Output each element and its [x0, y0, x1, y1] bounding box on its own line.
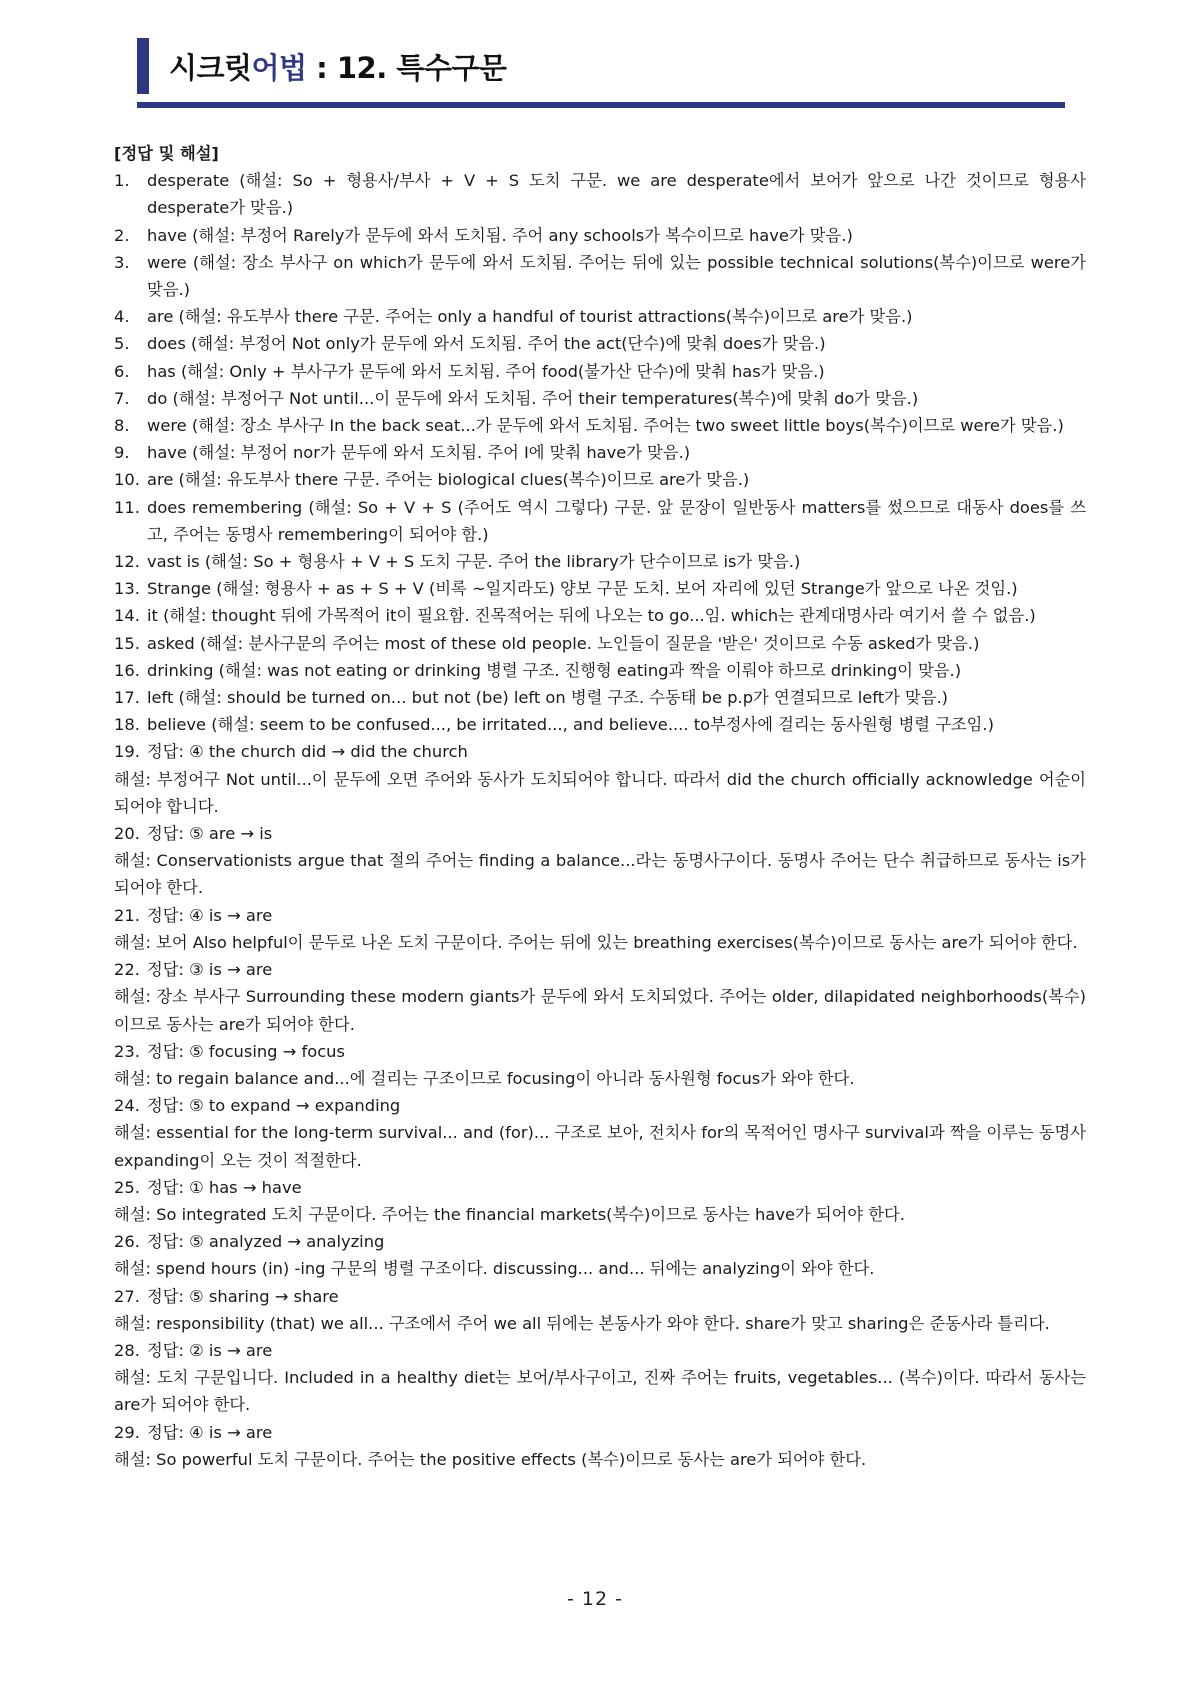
answer-item — [114, 167, 1086, 221]
item-number: 6. — [114, 361, 130, 381]
item-text: 정답: ⑤ sharing → share — [147, 1286, 339, 1306]
answer-item — [114, 902, 1086, 929]
answer-item — [114, 412, 1086, 439]
page-number: - 12 - — [567, 1588, 623, 1610]
page-title — [169, 46, 506, 87]
explanation-text: 해설: Conservationists argue that 절의 주어는 finding a balance...라는 동명사구이다. 동명사 주어는 단수 취급하므로 동사는 is가 되어야 한다. — [114, 851, 1086, 898]
item-number: 17. — [114, 688, 140, 708]
item-number: 23. — [114, 1041, 140, 1061]
item-number: 4. — [114, 307, 130, 327]
item-text: were (해설: 장소 부사구 In the back seat...가 문두에 와서 도치됨. 주어는 two sweet little boys(복수)이므로 were가 맞음.) — [147, 416, 1064, 436]
explanation-text: 해설: spend hours (in) -ing 구문의 병렬 구조이다. discussing... and... 뒤에는 analyzing이 와야 한다. — [114, 1259, 875, 1279]
item-text: desperate (해설: So + 형용사/부사 + V + S 도치 구문. we are desperate에서 보어가 앞으로 나간 것이므로 형용사 desperate가 맞음.) — [147, 171, 1086, 218]
explanation-paragraph — [114, 1201, 1086, 1228]
answer-item — [114, 1092, 1086, 1119]
item-number: 29. — [114, 1422, 140, 1442]
item-number: 21. — [114, 905, 140, 925]
item-text: 정답: ⑤ focusing → focus — [147, 1041, 345, 1061]
answer-item — [114, 1419, 1086, 1446]
item-text: believe (해설: seem to be confused..., be irritated..., and believe.... to부정사에 걸리는 동사원형 병렬 구조임.) — [147, 715, 994, 735]
item-number: 22. — [114, 960, 140, 980]
explanation-paragraph — [114, 1446, 1086, 1473]
item-number: 24. — [114, 1096, 140, 1116]
item-text: drinking (해설: was not eating or drinking 병렬 구조. 진행형 eating과 짝을 이뤄야 하므로 drinking이 맞음.) — [147, 660, 962, 680]
answer-item — [114, 630, 1086, 657]
section-title: [정답 및 해설] — [114, 144, 219, 163]
answer-item — [114, 466, 1086, 493]
explanation-paragraph — [114, 1119, 1086, 1173]
header-divider — [137, 102, 1065, 108]
item-number: 14. — [114, 606, 140, 626]
item-number: 19. — [114, 742, 140, 762]
item-text: 정답: ③ is → are — [147, 960, 273, 980]
item-text: 정답: ① has → have — [147, 1177, 302, 1197]
item-number: 7. — [114, 388, 130, 408]
explanation-text: 해설: 장소 부사구 Surrounding these modern giants가 문두에 와서 도치되었다. 주어는 older, dilapidated neighborhoods(복수)이므로 동사는 are가 되어야 한다. — [114, 987, 1086, 1034]
answer-item — [114, 303, 1086, 330]
answer-item — [114, 1337, 1086, 1364]
item-number: 28. — [114, 1340, 140, 1360]
item-text: 정답: ④ is → are — [147, 1422, 273, 1442]
item-number: 25. — [114, 1177, 140, 1197]
header-accent-bar — [137, 38, 149, 94]
item-text: were (해설: 장소 부사구 on which가 문두에 와서 도치됨. 주어는 뒤에 있는 possible technical solutions(복수)이므로 were가 맞음.) — [147, 252, 1086, 300]
title-brand: 시크릿 — [169, 51, 252, 85]
explanation-text: 해설: 도치 구문입니다. Included in a healthy diet는 보어/부사구이고, 진짜 주어는 fruits, vegetables... (복수)이다. 따라서 동사는 are가 되어야 한다. — [114, 1368, 1086, 1415]
item-text: 정답: ② is → are — [147, 1340, 273, 1360]
item-number: 1. — [114, 171, 130, 191]
item-number: 20. — [114, 824, 140, 844]
item-text: it (해설: thought 뒤에 가목적어 it이 필요함. 진목적어는 뒤에 나오는 to go...임. which는 관계대명사라 여기서 쓸 수 없음.) — [147, 606, 1036, 626]
answer-item — [114, 385, 1086, 412]
title-brand-accent: 어법 — [251, 51, 307, 85]
answer-item — [114, 956, 1086, 983]
item-number: 26. — [114, 1232, 140, 1252]
answer-item — [114, 548, 1086, 575]
explanation-text: 해설: So powerful 도치 구문이다. 주어는 the positive effects (복수)이므로 동사는 are가 되어야 한다. — [114, 1449, 867, 1469]
answer-item — [114, 602, 1086, 629]
answer-item — [114, 575, 1086, 602]
answer-item — [114, 684, 1086, 711]
explanation-text: 해설: 보어 Also helpful이 문두로 나온 도치 구문이다. 주어는 뒤에 있는 breathing exercises(복수)이므로 동사는 are가 되어야 한다. — [114, 932, 1078, 952]
explanation-paragraph — [114, 1310, 1086, 1337]
explanation-paragraph — [114, 1255, 1086, 1282]
answer-item — [114, 222, 1086, 249]
item-number: 10. — [114, 470, 140, 490]
item-text: have (해설: 부정어 nor가 문두에 와서 도치됨. 주어 I에 맞춰 have가 맞음.) — [147, 443, 691, 463]
explanation-paragraph — [114, 983, 1086, 1037]
item-text: are (해설: 유도부사 there 구문. 주어는 only a handful of tourist attractions(복수)이므로 are가 맞음.) — [147, 307, 913, 327]
item-text: asked (해설: 분사구문의 주어는 most of these old people. 노인들이 질문을 '받은' 것이므로 수동 asked가 맞음.) — [147, 633, 980, 653]
answer-item — [114, 358, 1086, 385]
item-text: have (해설: 부정어 Rarely가 문두에 와서 도치됨. 주어 any schools가 복수이므로 have가 맞음.) — [147, 225, 853, 245]
answer-item — [114, 738, 1086, 765]
answer-item — [114, 1283, 1086, 1310]
answer-item — [114, 249, 1086, 303]
answer-item — [114, 1174, 1086, 1201]
explanation-text: 해설: to regain balance and...에 걸리는 구조이므로 focusing이 아니라 동사원형 focus가 와야 한다. — [114, 1068, 855, 1088]
explanation-paragraph — [114, 1364, 1086, 1418]
item-number: 9. — [114, 443, 130, 463]
item-text: 정답: ④ is → are — [147, 905, 273, 925]
answer-item — [114, 1228, 1086, 1255]
item-number: 5. — [114, 334, 130, 354]
item-text: do (해설: 부정어구 Not until...이 문두에 와서 도치됨. 주어 their temperatures(복수)에 맞춰 do가 맞음.) — [147, 388, 919, 408]
answer-item — [114, 657, 1086, 684]
answer-item — [114, 820, 1086, 847]
explanation-paragraph — [114, 1065, 1086, 1092]
item-number: 13. — [114, 579, 140, 599]
explanation-text: 해설: responsibility (that) we all... 구조에서 주어 we all 뒤에는 본동사가 와야 한다. share가 맞고 sharing은 준동사라 틀리다. — [114, 1313, 1050, 1333]
item-number: 3. — [114, 252, 130, 272]
answer-item — [114, 439, 1086, 466]
page-header — [137, 38, 1065, 108]
explanation-paragraph — [114, 847, 1086, 901]
item-text: 정답: ⑤ to expand → expanding — [147, 1096, 401, 1116]
answer-item — [114, 1038, 1086, 1065]
title-chapter: : 12. 특수구문 — [306, 51, 507, 85]
item-text: left (해설: should be turned on... but not (be) left on 병렬 구조. 수동태 be p.p가 연결되므로 left가 맞음.) — [147, 688, 949, 708]
explanation-paragraph — [114, 766, 1086, 820]
explanation-text: 해설: essential for the long-term survival... and (for)... 구조로 보아, 전치사 for의 목적어인 명사구 survival과 짝을 이루는 동명사 expanding이 오는 것이 적절한다. — [114, 1123, 1086, 1170]
answer-item — [114, 711, 1086, 738]
explanation-paragraph — [114, 929, 1086, 956]
answer-item — [114, 330, 1086, 357]
item-text: does (해설: 부정어 Not only가 문두에 와서 도치됨. 주어 the act(단수)에 맞춰 does가 맞음.) — [147, 334, 826, 354]
item-text: 정답: ⑤ analyzed → analyzing — [147, 1232, 385, 1252]
item-number: 11. — [114, 497, 140, 517]
item-text: 정답: ⑤ are → is — [147, 824, 273, 844]
item-text: Strange (해설: 형용사 + as + S + V (비록 ~일지라도) 양보 구문 도치. 보어 자리에 있던 Strange가 앞으로 나온 것임.) — [147, 579, 1018, 599]
item-text: has (해설: Only + 부사구가 문두에 와서 도치됨. 주어 food(불가산 단수)에 맞춰 has가 맞음.) — [147, 361, 825, 381]
answer-item — [114, 494, 1086, 548]
item-number: 16. — [114, 660, 140, 680]
item-number: 12. — [114, 552, 140, 572]
item-number: 15. — [114, 633, 140, 653]
item-number: 18. — [114, 715, 140, 735]
item-number: 2. — [114, 225, 130, 245]
item-text: does remembering (해설: So + V + S (주어도 역시 그렇다) 구문. 앞 문장이 일반동사 matters를 썼으므로 대동사 does를 쓰고, 주어는 동명사 remembering이 되어야 함.) — [147, 497, 1086, 544]
item-text: are (해설: 유도부사 there 구문. 주어는 biological clues(복수)이므로 are가 맞음.) — [147, 470, 750, 490]
item-number: 27. — [114, 1286, 140, 1306]
item-text: vast is (해설: So + 형용사 + V + S 도치 구문. 주어 the library가 단수이므로 is가 맞음.) — [147, 552, 801, 572]
item-number: 8. — [114, 416, 130, 436]
item-text: 정답: ④ the church did → did the church — [147, 742, 468, 762]
answer-content — [114, 140, 1086, 1473]
explanation-text: 해설: So integrated 도치 구문이다. 주어는 the financial markets(복수)이므로 동사는 have가 되어야 한다. — [114, 1204, 905, 1224]
explanation-text: 해설: 부정어구 Not until...이 문두에 오면 주어와 동사가 도치되어야 합니다. 따라서 did the church officially acknowledge 어순이 되어야 합니다. — [114, 769, 1086, 816]
